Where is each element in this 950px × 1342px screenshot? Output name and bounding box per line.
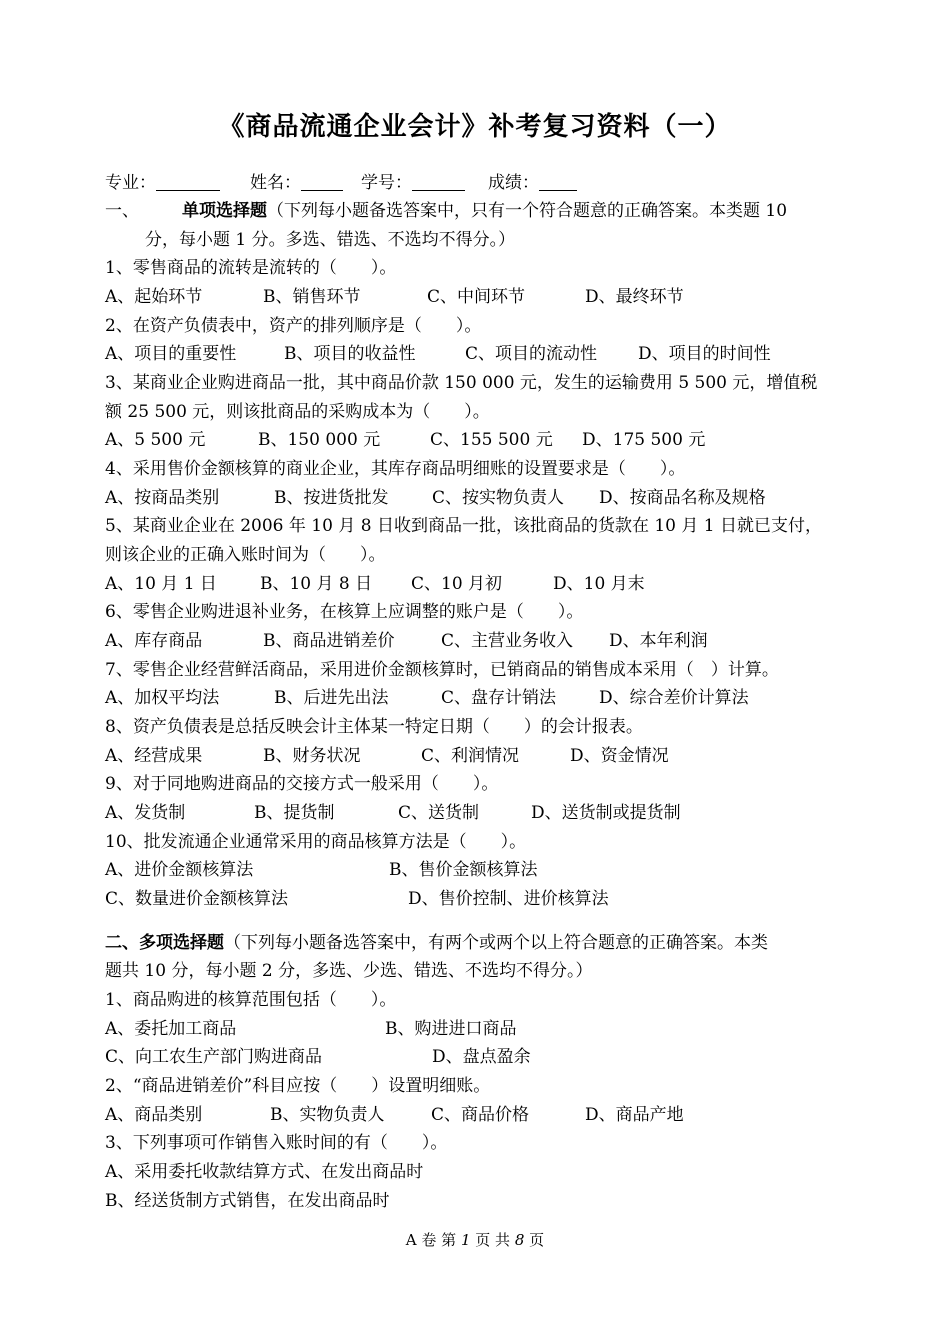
q1-option-c: C、中间环节: [427, 287, 526, 307]
section2-heading: [105, 931, 768, 955]
name-blank: [301, 172, 343, 191]
q9-option-b: B、提货制: [254, 803, 335, 823]
q8-option-a: A、经营成果: [105, 746, 203, 766]
mc-question-2: 2、“商品进销差价”科目应按（ ）设置明细账。: [105, 1076, 491, 1096]
question-5: 5、某商业企业在 2006 年 10 月 8 日收到商品一批，该批商品的货款在 10 月 1 日就已支付，: [105, 516, 823, 536]
q7-option-b: B、后进先出法: [274, 688, 389, 708]
q7-option-d: D、综合差价计算法: [599, 688, 749, 708]
footer-total-pages: 8: [514, 1231, 525, 1249]
q10-option-c: C、数量进价金额核算法: [105, 889, 289, 909]
q10-option-b: B、售价金额核算法: [389, 860, 538, 880]
q5-option-c: C、10 月初: [411, 574, 503, 594]
m1-option-a: A、委托加工商品: [105, 1019, 237, 1039]
q8-option-d: D、资金情况: [570, 746, 669, 766]
q9-option-a: A、发货制: [105, 803, 186, 823]
q3-option-b: B、150 000 元: [258, 430, 381, 450]
q7-option-a: A、加权平均法: [105, 688, 220, 708]
section2-desc-cont: 题共 10 分，每小题 2 分，多选、少选、错选、不选均不得分。）: [105, 961, 593, 981]
question-3: 3、某商业企业购进商品一批，其中商品价款 150 000 元，发生的运输费用 5 500 元，增值税: [105, 373, 818, 393]
section1-desc: （下列每小题备选答案中，只有一个符合题意的正确答案。本类题 10: [267, 201, 788, 221]
q9-option-c: C、送货制: [398, 803, 480, 823]
q7-option-c: C、盘存计销法: [441, 688, 557, 708]
footer-page-number: 1: [460, 1231, 471, 1249]
page-footer: [0, 1229, 950, 1250]
question-5-cont: 则该企业的正确入账时间为（ ）。: [105, 545, 386, 565]
q3-option-a: A、5 500 元: [105, 430, 206, 450]
q8-option-b: B、财务状况: [263, 746, 361, 766]
section1-heading: [182, 199, 787, 223]
sid-blank: [412, 172, 465, 191]
q6-option-a: A、库存商品: [105, 631, 203, 651]
q1-option-a: A、起始环节: [105, 287, 203, 307]
m2-option-b: B、实物负责人: [270, 1105, 385, 1125]
q10-option-a: A、进价金额核算法: [105, 860, 254, 880]
mc-question-1: 1、商品购进的核算范围包括（ ）。: [105, 990, 397, 1010]
major-label: 专业：: [105, 173, 156, 193]
q2-option-d: D、项目的时间性: [638, 344, 771, 364]
question-7: 7、零售企业经营鲜活商品，采用进价金额核算时，已销商品的销售成本采用（ ）计算。: [105, 660, 779, 680]
q6-option-c: C、主营业务收入: [441, 631, 574, 651]
q5-option-b: B、10 月 8 日: [260, 574, 373, 594]
name-field: [250, 171, 343, 195]
m1-option-b: B、购进进口商品: [385, 1019, 517, 1039]
q5-option-a: A、10 月 1 日: [105, 574, 217, 594]
q4-option-d: D、按商品名称及规格: [599, 488, 766, 508]
section1-desc-cont: 分，每小题 1 分。多选、错选、不选均不得分。）: [145, 230, 516, 250]
sid-field: [361, 171, 465, 195]
question-1: 1、零售商品的流转是流转的（ ）。: [105, 258, 397, 278]
m3-option-b: B、经送货制方式销售，在发出商品时: [105, 1191, 390, 1211]
q4-option-a: A、按商品类别: [105, 488, 220, 508]
m2-option-c: C、商品价格: [431, 1105, 530, 1125]
section1-number: 一、: [105, 201, 139, 221]
q4-option-c: C、按实物负责人: [432, 488, 565, 508]
m3-option-a: A、采用委托收款结算方式、在发出商品时: [105, 1162, 424, 1182]
q2-option-a: A、项目的重要性: [105, 344, 237, 364]
mc-question-3: 3、下列事项可作销售入账时间的有（ ）。: [105, 1133, 448, 1153]
section2-title: 二、多项选择题: [105, 933, 224, 953]
name-label: 姓名：: [250, 173, 301, 193]
q6-option-b: B、商品进销差价: [263, 631, 395, 651]
q8-option-c: C、利润情况: [421, 746, 520, 766]
question-9: 9、对于同地购进商品的交接方式一般采用（ ）。: [105, 774, 499, 794]
question-3-cont: 额 25 500 元，则该批商品的采购成本为（ ）。: [105, 402, 490, 422]
q2-option-c: C、项目的流动性: [465, 344, 598, 364]
document-title: 《商品流通企业会计》补考复习资料（一）: [218, 112, 732, 142]
sid-label: 学号：: [361, 173, 412, 193]
q4-option-b: B、按进货批发: [274, 488, 389, 508]
section2-desc: （下列每小题备选答案中，有两个或两个以上符合题意的正确答案。本类: [224, 933, 768, 953]
question-8: 8、资产负债表是总括反映会计主体某一特定日期（ ）的会计报表。: [105, 717, 643, 737]
footer-suffix: 页: [529, 1231, 545, 1249]
q3-option-d: D、175 500 元: [582, 430, 706, 450]
footer-mid: 页 共: [475, 1231, 511, 1249]
m1-option-c: C、向工农生产部门购进商品: [105, 1047, 323, 1067]
section1-title: 单项选择题: [182, 201, 267, 221]
score-field: [488, 171, 577, 195]
q6-option-d: D、本年利润: [609, 631, 708, 651]
q9-option-d: D、送货制或提货制: [531, 803, 681, 823]
student-info-line: [105, 171, 220, 195]
question-10: 10、批发流通企业通常采用的商品核算方法是（ ）。: [105, 832, 527, 852]
m2-option-a: A、商品类别: [105, 1105, 203, 1125]
question-6: 6、零售企业购进退补业务，在核算上应调整的账户是（ ）。: [105, 602, 584, 622]
question-2: 2、在资产负债表中，资产的排列顺序是（ ）。: [105, 316, 482, 336]
q3-option-c: C、155 500 元: [430, 430, 553, 450]
major-blank: [156, 172, 220, 191]
score-label: 成绩：: [488, 173, 539, 193]
question-4: 4、采用售价金额核算的商业企业，其库存商品明细账的设置要求是（ ）。: [105, 459, 686, 479]
m2-option-d: D、商品产地: [585, 1105, 684, 1125]
footer-prefix: A 卷 第: [405, 1231, 457, 1249]
q2-option-b: B、项目的收益性: [284, 344, 416, 364]
q5-option-d: D、10 月末: [553, 574, 645, 594]
q1-option-d: D、最终环节: [585, 287, 684, 307]
q10-option-d: D、售价控制、进价核算法: [408, 889, 609, 909]
q1-option-b: B、销售环节: [263, 287, 361, 307]
m1-option-d: D、盘点盈余: [432, 1047, 531, 1067]
score-blank: [539, 172, 577, 191]
